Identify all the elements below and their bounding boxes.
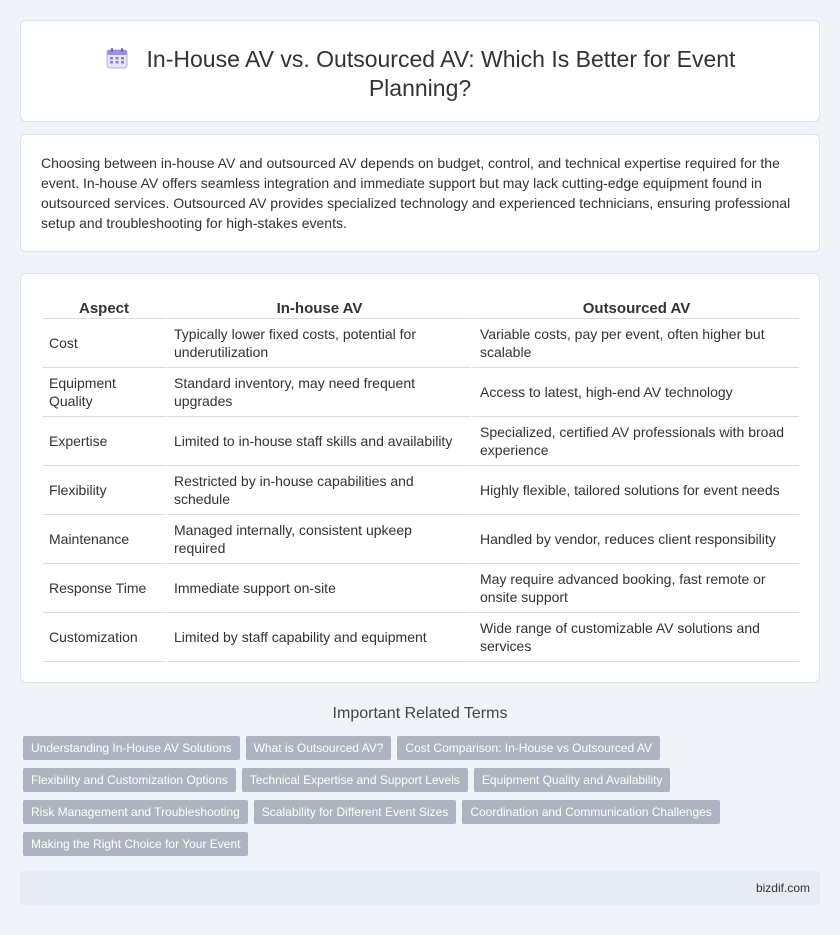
table-row [43,613,799,662]
related-term-tag[interactable]: Technical Expertise and Support Levels [242,768,468,792]
cell-aspect: Expertise [43,417,165,466]
table-header-row [43,296,799,319]
related-term-tag[interactable]: Cost Comparison: In-House vs Outsourced AV [397,736,660,760]
cell-outsourced: Handled by vendor, reduces client responsibility [471,515,799,564]
page-title-wrap [21,45,819,103]
cell-outsourced: Access to latest, high-end AV technology [471,368,799,417]
calendar-icon [105,46,129,70]
related-terms-heading: Important Related Terms [332,705,508,722]
related-term-tag[interactable]: Flexibility and Customization Options [23,768,236,792]
comparison-table [43,296,799,662]
cell-aspect: Customization [43,613,165,662]
table-row [43,515,799,564]
cell-in-house: Immediate support on-site [165,564,471,613]
page-title: In-House AV vs. Outsourced AV: Which Is Better for Event Planning? [146,46,736,101]
cell-in-house: Limited to in-house staff skills and availability [165,417,471,466]
title-card [20,20,820,122]
cell-aspect: Maintenance [43,515,165,564]
cell-in-house: Typically lower fixed costs, potential for underutilization [165,319,471,368]
intro-paragraph: Choosing between in-house AV and outsourced AV depends on budget, control, and technical expertise required for the event. In-house AV offers seamless integration and immediate support but may lack cutting-edge equipment found in outsourced services. Outsourced AV provides specialized technology and experienced technicians, ensuring professional setup and troubleshooting for high-stakes events. [41,155,791,231]
header-outsourced: Outsourced AV [471,296,799,319]
related-term-tag[interactable]: Understanding In-House AV Solutions [23,736,240,760]
related-term-tag[interactable]: Risk Management and Troubleshooting [23,800,248,824]
related-term-tag[interactable]: Coordination and Communication Challenges [462,800,719,824]
cell-in-house: Managed internally, consistent upkeep required [165,515,471,564]
header-in-house: In-house AV [165,296,471,319]
cell-outsourced: Wide range of customizable AV solutions and services [471,613,799,662]
related-term-tag[interactable]: Equipment Quality and Availability [474,768,671,792]
related-term-tag[interactable]: Making the Right Choice for Your Event [23,832,248,856]
footer [20,871,820,905]
cell-aspect: Response Time [43,564,165,613]
footer-site-link[interactable]: bizdif.com [755,881,810,895]
cell-in-house: Limited by staff capability and equipment [165,613,471,662]
table-row [43,564,799,613]
cell-in-house: Standard inventory, may need frequent upgrades [165,368,471,417]
cell-aspect: Cost [43,319,165,368]
table-row [43,368,799,417]
cell-outsourced: Variable costs, pay per event, often higher but scalable [471,319,799,368]
table-row [43,319,799,368]
cell-in-house: Restricted by in-house capabilities and schedule [165,466,471,515]
related-term-tag[interactable]: Scalability for Different Event Sizes [254,800,457,824]
related-term-tag[interactable]: What is Outsourced AV? [246,736,392,760]
cell-aspect: Equipment Quality [43,368,165,417]
cell-outsourced: Highly flexible, tailored solutions for event needs [471,466,799,515]
cell-outsourced: May require advanced booking, fast remote or onsite support [471,564,799,613]
table-row [43,417,799,466]
header-aspect: Aspect [43,296,165,319]
cell-aspect: Flexibility [43,466,165,515]
comparison-card [20,273,820,683]
table-row [43,466,799,515]
intro-card [20,134,820,252]
cell-outsourced: Specialized, certified AV professionals with broad experience [471,417,799,466]
related-terms-list [23,736,793,864]
